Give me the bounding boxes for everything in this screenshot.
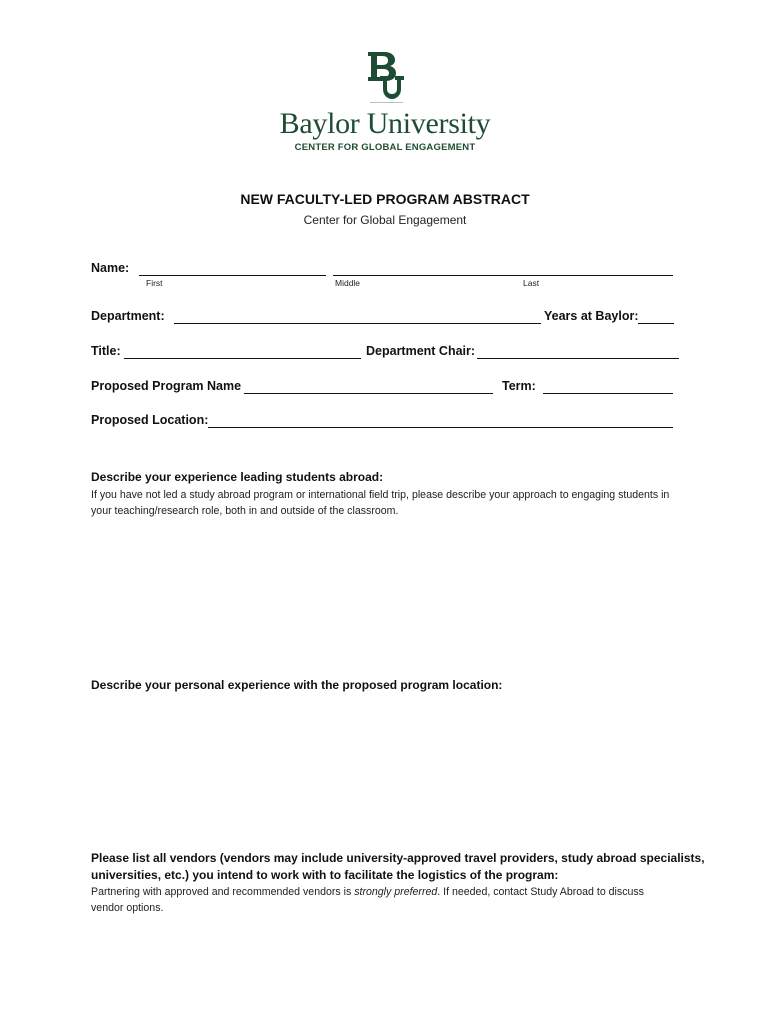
years-at-baylor-field[interactable] [638, 311, 674, 324]
program-name-field[interactable] [244, 381, 493, 394]
vendors-help-text [91, 884, 661, 916]
title-field[interactable] [124, 346, 361, 359]
department-label: Department: [91, 309, 165, 323]
department-field[interactable] [174, 311, 541, 324]
vendors-heading: Please list all vendors (vendors may include university-approved travel providers, study abroad specialists, universities, etc.) you intend to work with to facilitate the logistics of the program: [91, 851, 705, 882]
experience-heading: Describe your experience leading students abroad: [91, 470, 384, 484]
logo-divider [370, 102, 403, 103]
location-experience-heading: Describe your personal experience with the proposed program location: [91, 678, 503, 692]
vendors-help-emphasis: strongly preferred [354, 886, 438, 898]
baylor-logo-icon [364, 50, 406, 100]
location-answer-area[interactable] [91, 700, 681, 840]
middle-last-name-field[interactable] [333, 263, 673, 276]
department-chair-field[interactable] [477, 346, 679, 359]
name-label: Name: [91, 261, 130, 275]
title-label: Title: [91, 344, 121, 358]
vendors-help-before: Partnering with approved and recommended vendors is [91, 886, 355, 898]
location-field[interactable] [208, 415, 673, 428]
university-name: Baylor University [279, 107, 491, 140]
first-name-field[interactable] [139, 263, 326, 276]
last-sublabel: Last [523, 278, 540, 288]
form-subtitle: Center for Global Engagement [303, 213, 467, 227]
program-name-label: Proposed Program Name [91, 379, 242, 393]
vendors-help-after: . If needed, contact Study Abroad to discuss vendor options. [91, 886, 644, 914]
experience-help-text: If you have not led a study abroad program or international field trip, please describe your approach to engaging students in your teaching/research role, both in and outside of the classroom. [91, 489, 670, 517]
form-title: NEW FACULTY-LED PROGRAM ABSTRACT [240, 191, 530, 207]
department-chair-label: Department Chair: [366, 344, 476, 358]
experience-answer-area[interactable] [91, 525, 681, 665]
first-sublabel: First [146, 278, 163, 288]
years-at-baylor-label: Years at Baylor: [544, 309, 639, 323]
center-name: CENTER FOR GLOBAL ENGAGEMENT [294, 142, 476, 153]
term-field[interactable] [543, 381, 673, 394]
location-label: Proposed Location: [91, 413, 209, 427]
middle-sublabel: Middle [335, 278, 361, 288]
term-label: Term: [502, 379, 536, 393]
